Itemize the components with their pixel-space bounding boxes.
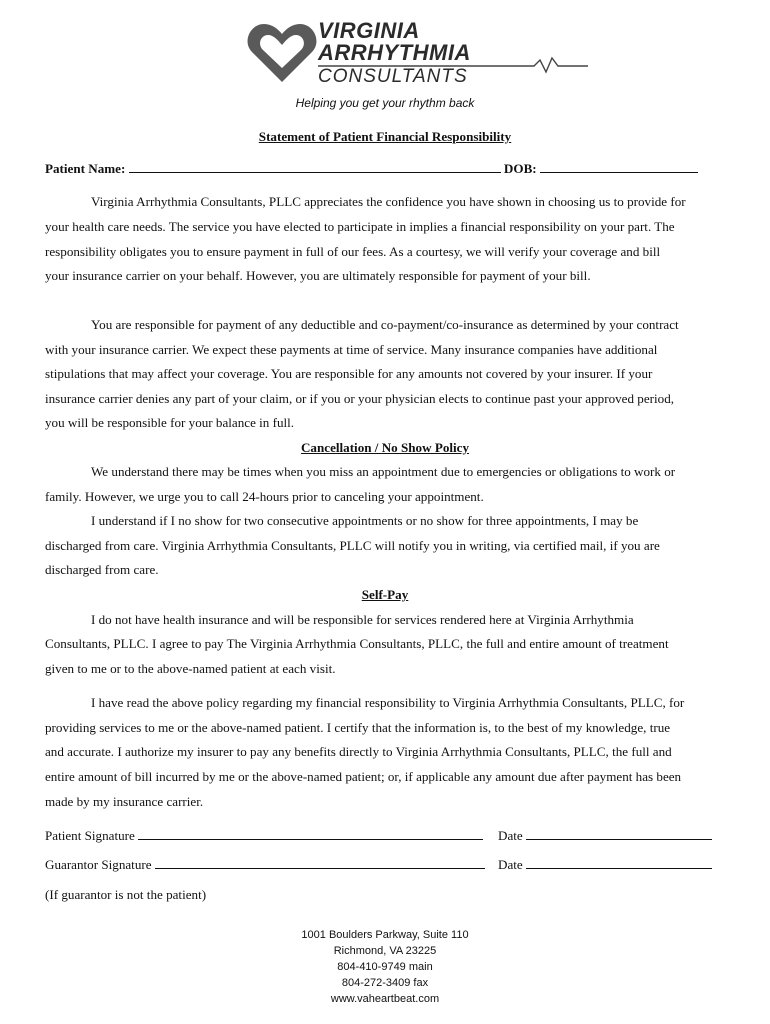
paragraph-2-line: insurance carrier denies any part of your claim, or if you or your physician elects to continue past your approved period, <box>45 391 675 406</box>
certification-line: and accurate. I authorize my insurer to pay any benefits directly to Virginia Arrhythmia Consultants, PLLC, the full and <box>45 744 672 759</box>
guarantor-date-row <box>498 857 712 873</box>
brand-line-3: CONSULTANTS <box>318 66 468 87</box>
paragraph-2-line: You are responsible for payment of any deductible and co-payment/co-insurance as determined by your contract <box>91 317 679 332</box>
footer <box>0 927 770 1007</box>
guarantor-date-label: Date <box>498 857 526 872</box>
selfpay-line: Consultants, PLLC. I agree to pay The Virginia Arrhythmia Consultants, PLLC, the full and entire amount of treatment <box>45 636 669 651</box>
cancellation-line: We understand there may be times when you miss an appointment due to emergencies or obligations to work or <box>91 464 676 479</box>
cancellation-line: family. However, we urge you to call 24-hours prior to canceling your appointment. <box>45 489 484 504</box>
dob-field[interactable] <box>540 161 698 173</box>
certification-line: entire amount of bill incurred by me or the above-named patient; or, if applicable any amount due after payment has been <box>45 769 682 784</box>
selfpay-line: given to me or to the above-named patient at each visit. <box>45 661 336 676</box>
patient-name-field[interactable] <box>129 161 501 173</box>
dob-label: DOB: <box>503 161 540 176</box>
footer-phone-fax: 804-272-3409 fax <box>341 977 429 989</box>
cancellation-line: discharged from care. Virginia Arrhythmia Consultants, PLLC will notify you in writing, via certified mail, if you are <box>45 538 660 553</box>
paragraph-2-line: stipulations that may affect your coverage. You are responsible for any amounts not covered by your insurer. If your <box>45 366 653 381</box>
brand-line-2: ARRHYTHMIA <box>318 40 471 65</box>
certification-line: I have read the above policy regarding my financial responsibility to Virginia Arrhythmia Consultants, PLLC, for <box>91 695 685 710</box>
paragraph-2-line: with your insurance carrier. We expect these payments at time of service. Many insurance companies have additional <box>45 342 658 357</box>
cancellation-line: discharged from care. <box>45 562 159 577</box>
selfpay-line: I do not have health insurance and will be responsible for services rendered here at Virginia Arrhythmia <box>91 612 634 627</box>
patient-signature-row <box>45 828 483 844</box>
footer-phone-main: 804-410-9749 main <box>337 961 433 973</box>
guarantor-signature-row <box>45 857 485 873</box>
footer-website-link[interactable]: www.vaheartbeat.com <box>330 993 440 1005</box>
heart-logo-icon <box>246 20 318 86</box>
cancellation-line: I understand if I no show for two consecutive appointments or no show for three appointments, I may be <box>91 513 639 528</box>
footer-address-2: Richmond, VA 23225 <box>333 945 437 957</box>
footer-address-1: 1001 Boulders Parkway, Suite 110 <box>301 929 469 941</box>
paragraph-1-line: your insurance carrier on your behalf. However, you are ultimately responsible for payment of your bill. <box>45 268 591 283</box>
guarantor-signature-field[interactable] <box>155 857 485 869</box>
certification-line: made by my insurance carrier. <box>45 794 204 809</box>
patient-date-row <box>498 828 712 844</box>
paragraph-2-line: you will be responsible for your balance in full. <box>45 415 295 430</box>
paragraph-1-line: responsibility obligates you to ensure payment in full of our fees. As a courtesy, we will verify your coverage and bill <box>45 244 661 259</box>
patient-name-label: Patient Name: <box>45 161 129 176</box>
paragraph-1-line: your health care needs. The service you have elected to participate in implies a financial responsibility on your part. The <box>45 219 675 234</box>
patient-date-field[interactable] <box>526 828 712 840</box>
selfpay-heading: Self-Pay <box>361 587 409 602</box>
company-logo <box>246 16 526 90</box>
document-title: Statement of Patient Financial Responsibility <box>258 129 512 144</box>
patient-name-row <box>45 161 698 177</box>
patient-signature-field[interactable] <box>138 828 483 840</box>
paragraph-1-line: Virginia Arrhythmia Consultants, PLLC appreciates the confidence you have shown in choosing us to provide for <box>91 194 686 209</box>
cancellation-heading: Cancellation / No Show Policy <box>300 440 470 455</box>
guarantor-signature-label: Guarantor Signature <box>45 857 155 872</box>
patient-date-label: Date <box>498 828 526 843</box>
guarantor-note: (If guarantor is not the patient) <box>45 887 207 902</box>
guarantor-date-field[interactable] <box>526 857 712 869</box>
brand-line-1: VIRGINIA <box>318 18 420 43</box>
certification-line: providing services to me or the above-named patient. I certify that the information is, to the best of my knowledge, true <box>45 720 671 735</box>
patient-signature-label: Patient Signature <box>45 828 139 843</box>
tagline: Helping you get your rhythm back <box>295 96 475 110</box>
